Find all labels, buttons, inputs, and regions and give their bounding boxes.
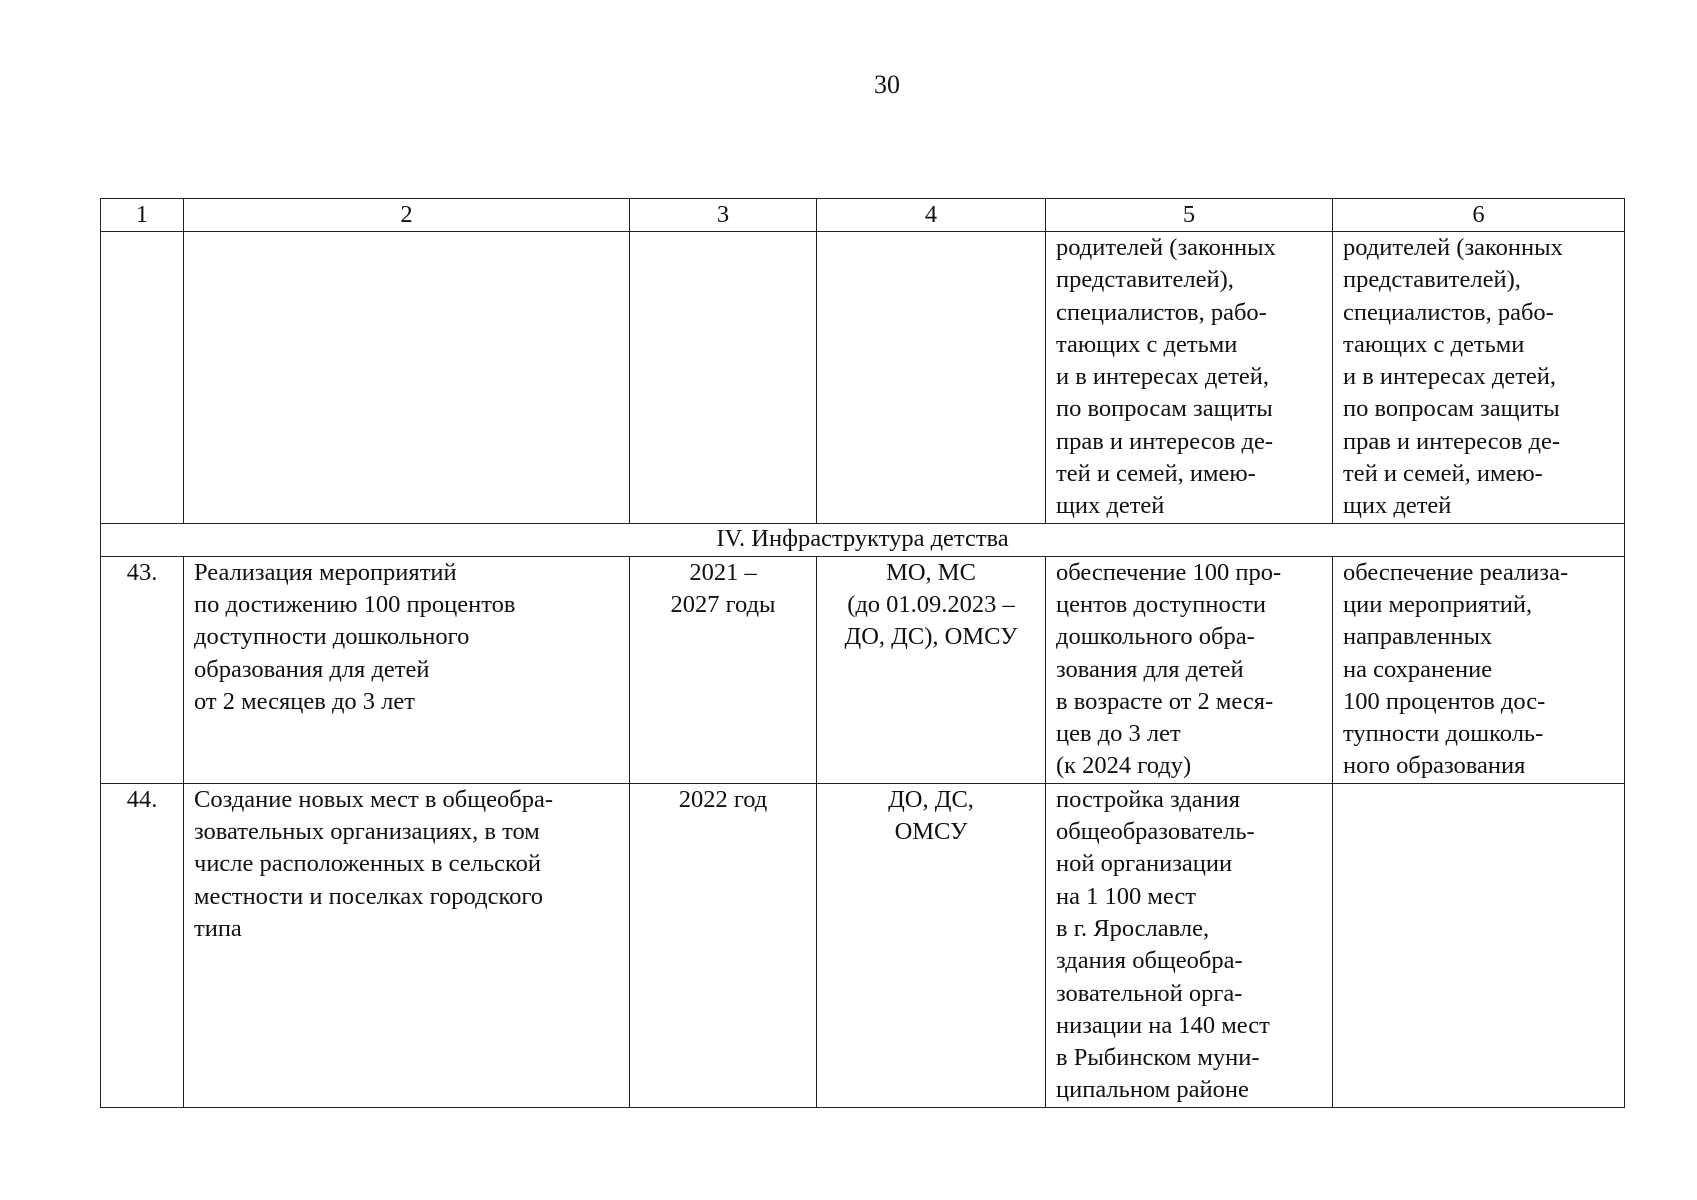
text-line: ципальном районе: [1056, 1076, 1249, 1104]
table-cell: [184, 232, 630, 524]
text-line: по вопросам защиты: [1056, 395, 1273, 423]
text-line: постройка здания: [1056, 785, 1241, 813]
text-line: обеспечение 100 про-: [1056, 558, 1282, 586]
column-header: 2: [184, 199, 630, 232]
measure-cell: [184, 556, 630, 783]
text-line: щих детей: [1056, 492, 1165, 520]
indicator-cell: [1333, 783, 1625, 1107]
text-line: прав и интересов де-: [1343, 427, 1561, 455]
text-line: в Рыбинском муни-: [1056, 1044, 1260, 1072]
column-header: 6: [1333, 199, 1625, 232]
measures-table: [100, 198, 1625, 1108]
text-line: тупности дошколь-: [1343, 720, 1544, 748]
text-line: низации на 140 мест: [1056, 1011, 1270, 1039]
text-line: (до 01.09.2023 –: [847, 590, 1015, 618]
period-cell: [630, 783, 817, 1107]
text-line: центов доступности: [1056, 590, 1267, 618]
text-line: общеобразователь-: [1056, 818, 1255, 846]
executor-cell: [817, 556, 1046, 783]
column-header: 5: [1046, 199, 1333, 232]
column-header: 3: [630, 199, 817, 232]
table-row: [101, 556, 1625, 783]
text-line: дошкольного обра-: [1056, 623, 1255, 651]
text-line: прав и интересов де-: [1056, 427, 1274, 455]
text-line: ДО, ДС), ОМСУ: [844, 623, 1018, 651]
text-line: 100 процентов дос-: [1343, 687, 1546, 715]
table-cell: [101, 232, 184, 524]
text-line: представителей),: [1056, 266, 1234, 294]
period-cell: [630, 556, 817, 783]
text-line: тей и семей, имею-: [1343, 460, 1543, 488]
section-title: IV. Инфраструктура детства: [101, 523, 1625, 556]
text-line: 2021 –: [689, 558, 757, 586]
header-row: [101, 199, 1625, 232]
text-line: на 1 100 мест: [1056, 882, 1196, 910]
text-line: Создание новых мест в общеобра-: [194, 785, 553, 813]
table-row: [101, 783, 1625, 1107]
column-header: 1: [101, 199, 184, 232]
text-line: родителей (законных: [1056, 234, 1276, 261]
text-line: щих детей: [1343, 492, 1452, 520]
text-line: цев до 3 лет: [1056, 720, 1181, 748]
section-row: [101, 523, 1625, 556]
text-line: местности и поселках городского: [194, 882, 544, 910]
text-line: тающих с детьми: [1056, 330, 1238, 358]
table-cell: [630, 232, 817, 524]
text-line: специалистов, рабо-: [1343, 298, 1554, 326]
text-line: тей и семей, имею-: [1056, 460, 1256, 488]
indicator-cell: [1333, 232, 1625, 524]
indicator-cell: [1333, 556, 1625, 783]
text-line: 2022 год: [678, 785, 768, 813]
text-line: в возрасте от 2 меся-: [1056, 687, 1274, 715]
table-row-continuation: [101, 232, 1625, 524]
text-line: от 2 месяцев до 3 лет: [194, 687, 415, 715]
text-line: (к 2024 году): [1056, 752, 1192, 780]
page-number: 30: [874, 70, 900, 99]
result-cell: [1046, 556, 1333, 783]
text-line: родителей (законных: [1343, 234, 1563, 261]
text-line: 2027 годы: [670, 590, 776, 618]
text-line: направленных: [1343, 623, 1493, 651]
row-number: 43.: [101, 556, 184, 783]
text-line: доступности дошкольного: [194, 623, 470, 651]
text-line: на сохранение: [1343, 655, 1493, 683]
executor-cell: [817, 783, 1046, 1107]
text-line: здания общеобра-: [1056, 947, 1243, 975]
text-line: ДО, ДС,: [888, 785, 974, 813]
table-cell: [817, 232, 1046, 524]
text-line: по вопросам защиты: [1343, 395, 1560, 423]
text-line: МО, МС: [886, 558, 976, 586]
text-line: и в интересах детей,: [1343, 363, 1557, 391]
text-line: по достижению 100 процентов: [194, 590, 516, 618]
text-line: ного образования: [1343, 752, 1526, 780]
column-header: 4: [817, 199, 1046, 232]
text-line: зовательной орга-: [1056, 979, 1243, 1007]
text-line: и в интересах детей,: [1056, 363, 1270, 391]
text-line: представителей),: [1343, 266, 1521, 294]
text-line: тающих с детьми: [1343, 330, 1525, 358]
text-line: ной организации: [1056, 850, 1233, 878]
text-line: в г. Ярославле,: [1056, 914, 1210, 942]
text-line: специалистов, рабо-: [1056, 298, 1267, 326]
text-line: ОМСУ: [894, 818, 968, 846]
text-line: обеспечение реализа-: [1343, 558, 1569, 586]
text-line: образования для детей: [194, 655, 430, 683]
text-line: числе расположенных в сельской: [194, 850, 542, 878]
result-cell: [1046, 232, 1333, 524]
text-line: Реализация мероприятий: [194, 558, 457, 586]
result-cell: [1046, 783, 1333, 1107]
text-line: зовательных организациях, в том: [194, 818, 540, 846]
text-line: зования для детей: [1056, 655, 1244, 683]
measure-cell: [184, 783, 630, 1107]
row-number: 44.: [101, 783, 184, 1107]
text-line: ции мероприятий,: [1343, 590, 1533, 618]
text-line: типа: [194, 914, 242, 942]
